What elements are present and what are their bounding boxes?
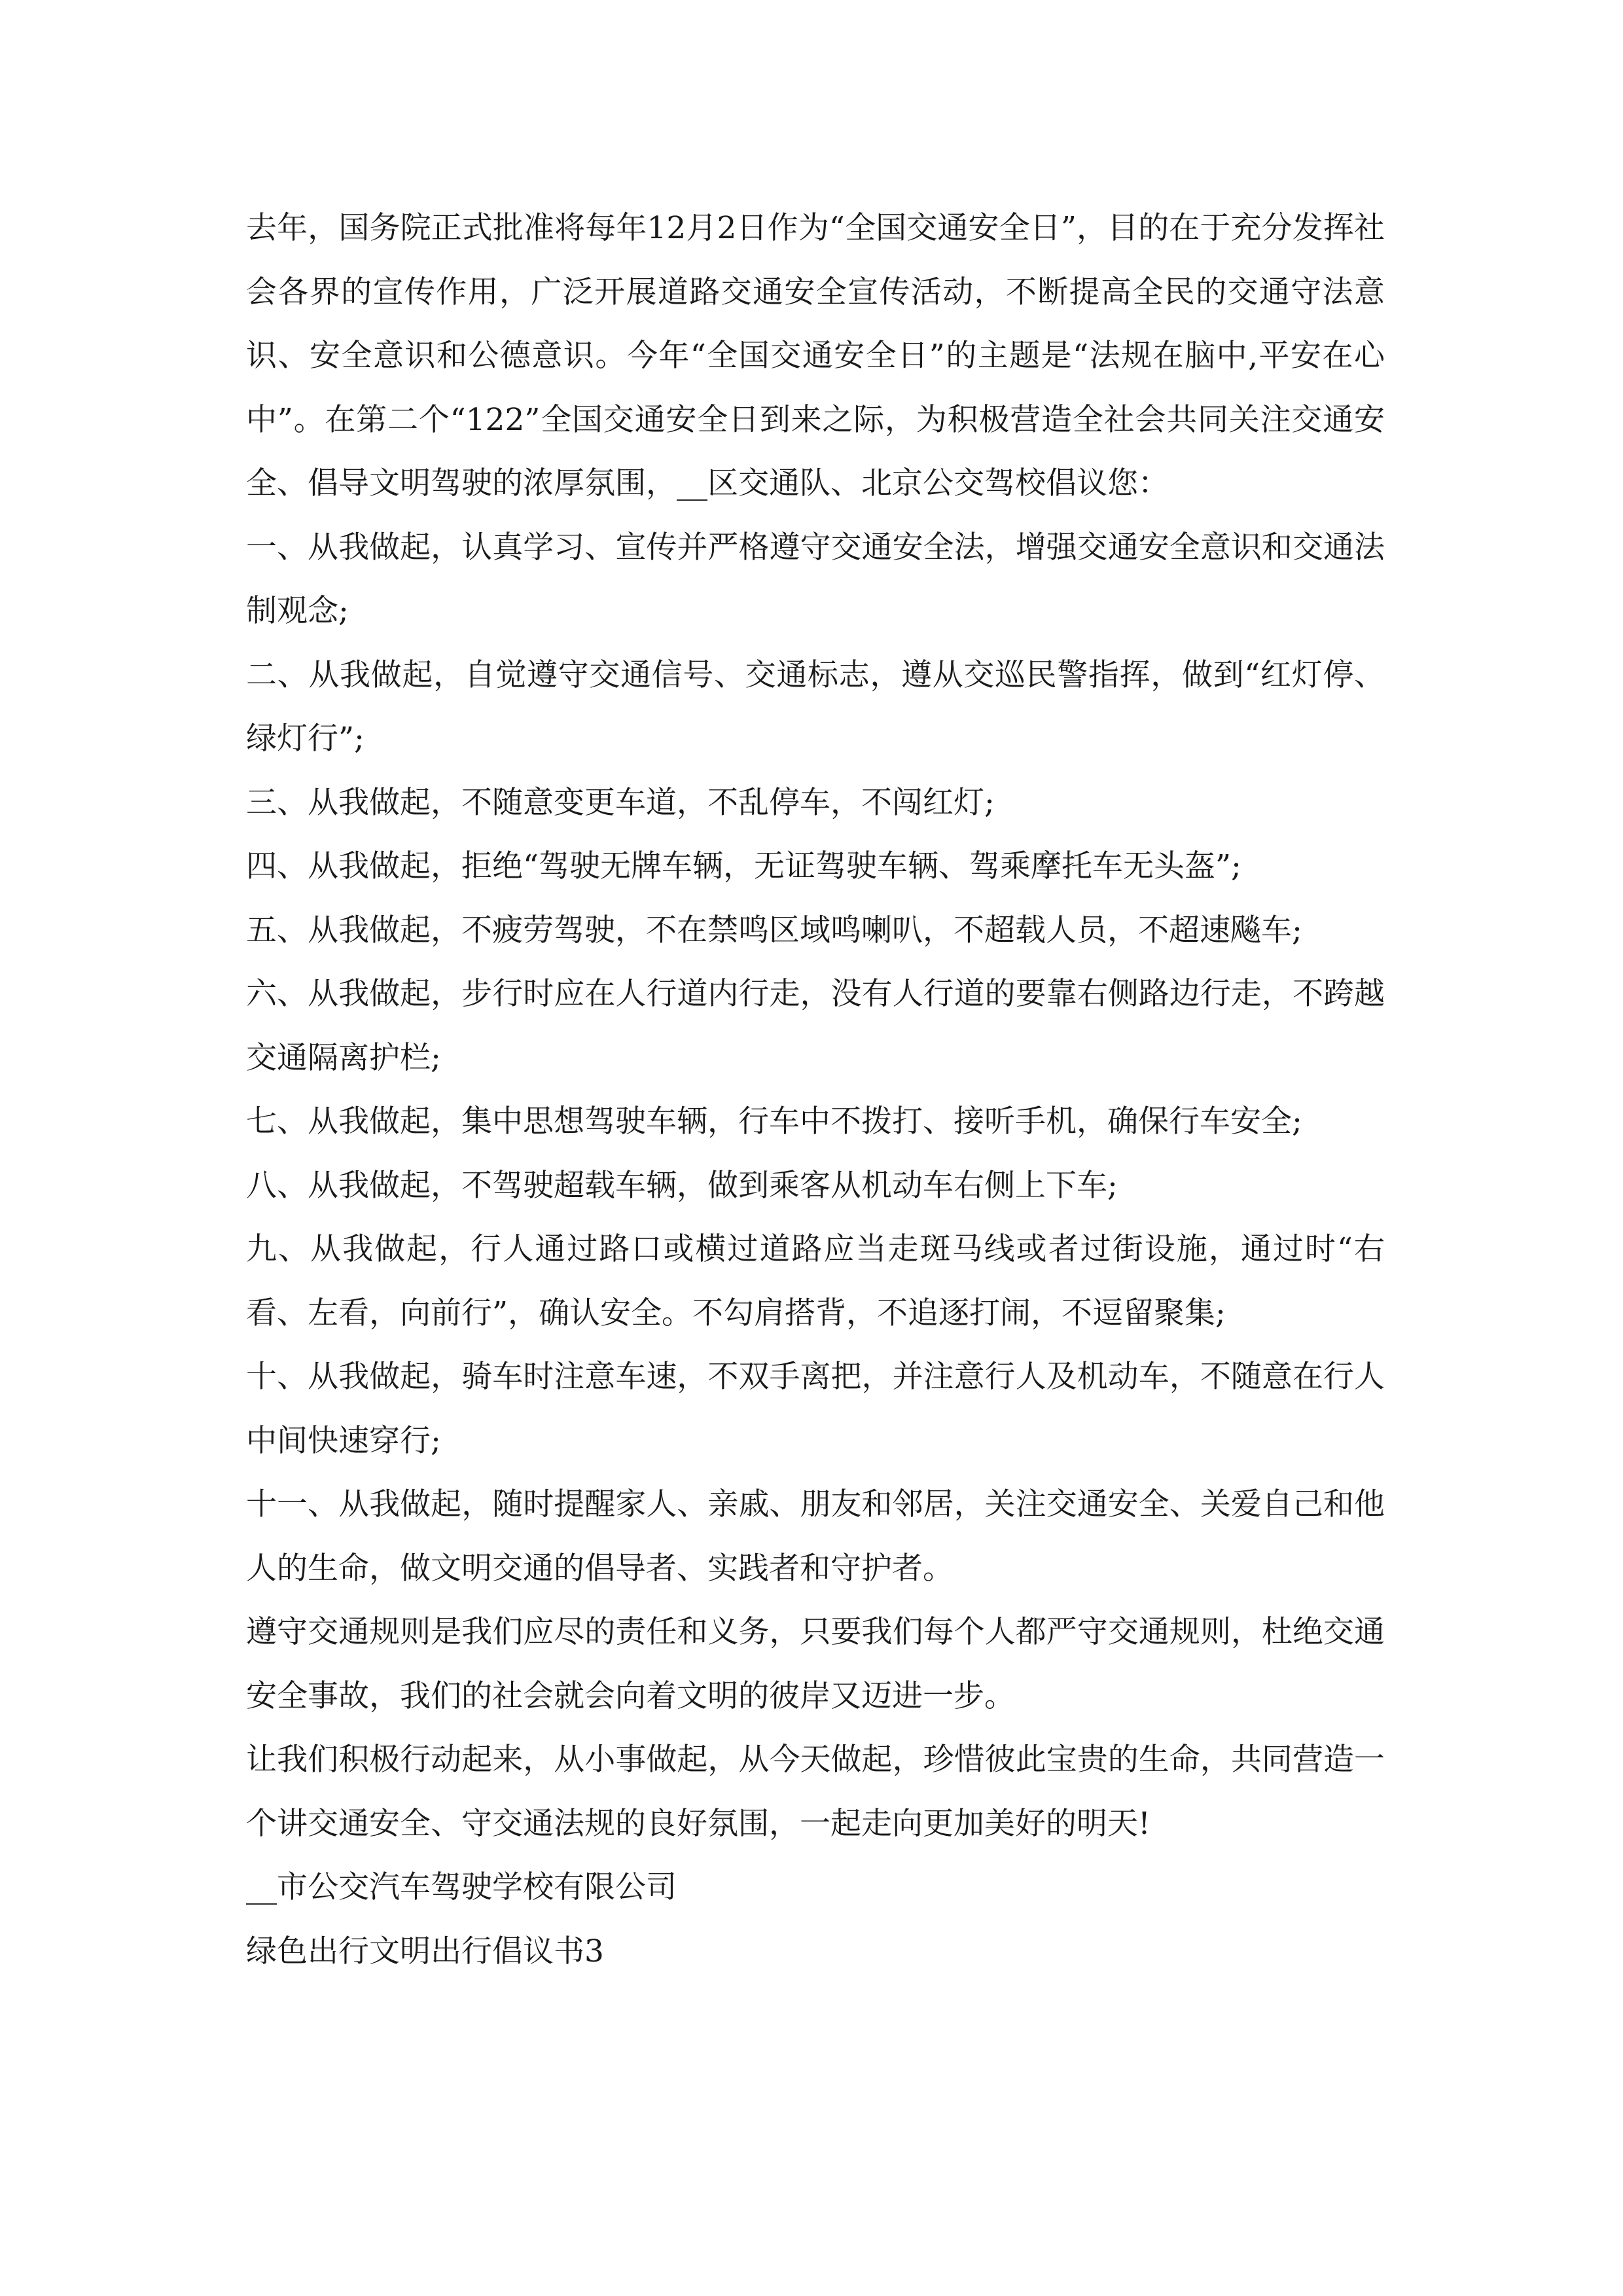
document-body <box>246 196 1385 1983</box>
signature-line: __市公交汽车驾驶学校有限公司 <box>246 1869 677 1905</box>
intro-paragraph: 去年，国务院正式批准将每年12月2日作为“全国交通安全日”，目的在于充分发挥社会各界的宣传作用，广泛开展道路交通安全宣传活动，不断提高全民的交通守法意识、安全意识和公德意识。今年“全国交通安全日”的主题是“法规在脑中,平安在心中”。在第二个“122”全国交通安全日到来之际，为积极营造全社会共同关注交通安全、倡导文明驾驶的浓厚氛围，__区交通队、北京公交驾校倡议您： <box>246 210 1385 501</box>
proposal-item-7: 七、从我做起，集中思想驾驶车辆，行车中不拨打、接听手机，确保行车安全; <box>246 1103 1302 1139</box>
proposal-item-5: 五、从我做起，不疲劳驾驶，不在禁鸣区域鸣喇叭，不超载人员，不超速飚车; <box>246 912 1302 948</box>
proposal-item-11: 十一、从我做起，随时提醒家人、亲戚、朋友和邻居，关注交通安全、关爱自己和他人的生命，做文明交通的倡导者、实践者和守护者。 <box>246 1486 1385 1587</box>
proposal-item-9: 九、从我做起，行人通过路口或横过道路应当走斑马线或者过街设施，通过时“右看、左看，向前行”，确认安全。不勾肩搭背，不追逐打闹，不逗留聚集; <box>246 1231 1385 1331</box>
proposal-item-1: 一、从我做起，认真学习、宣传并严格遵守交通安全法，增强交通安全意识和交通法制观念; <box>246 529 1385 629</box>
proposal-item-10: 十、从我做起，骑车时注意车速，不双手离把，并注意行人及机动车，不随意在行人中间快速穿行; <box>246 1359 1385 1459</box>
closing-paragraph-2: 让我们积极行动起来，从小事做起，从今天做起，珍惜彼此宝贵的生命，共同营造一个讲交通安全、守交通法规的良好氛围，一起走向更加美好的明天! <box>246 1742 1385 1842</box>
proposal-item-6: 六、从我做起，步行时应在人行道内行走，没有人行道的要靠右侧路边行走，不跨越交通隔离护栏; <box>246 976 1385 1076</box>
next-section-title: 绿色出行文明出行倡议书3 <box>246 1933 604 1969</box>
proposal-item-8: 八、从我做起，不驾驶超载车辆，做到乘客从机动车右侧上下车; <box>246 1167 1118 1204</box>
proposal-item-3: 三、从我做起，不随意变更车道，不乱停车，不闯红灯; <box>246 784 995 821</box>
proposal-item-2: 二、从我做起，自觉遵守交通信号、交通标志，遵从交巡民警指挥，做到“红灯停、绿灯行”; <box>246 656 1385 757</box>
proposal-item-4: 四、从我做起，拒绝“驾驶无牌车辆，无证驾驶车辆、驾乘摩托车无头盔”; <box>246 848 1241 884</box>
closing-paragraph-1: 遵守交通规则是我们应尽的责任和义务，只要我们每个人都严守交通规则，杜绝交通安全事故，我们的社会就会向着文明的彼岸又迈进一步。 <box>246 1614 1385 1714</box>
